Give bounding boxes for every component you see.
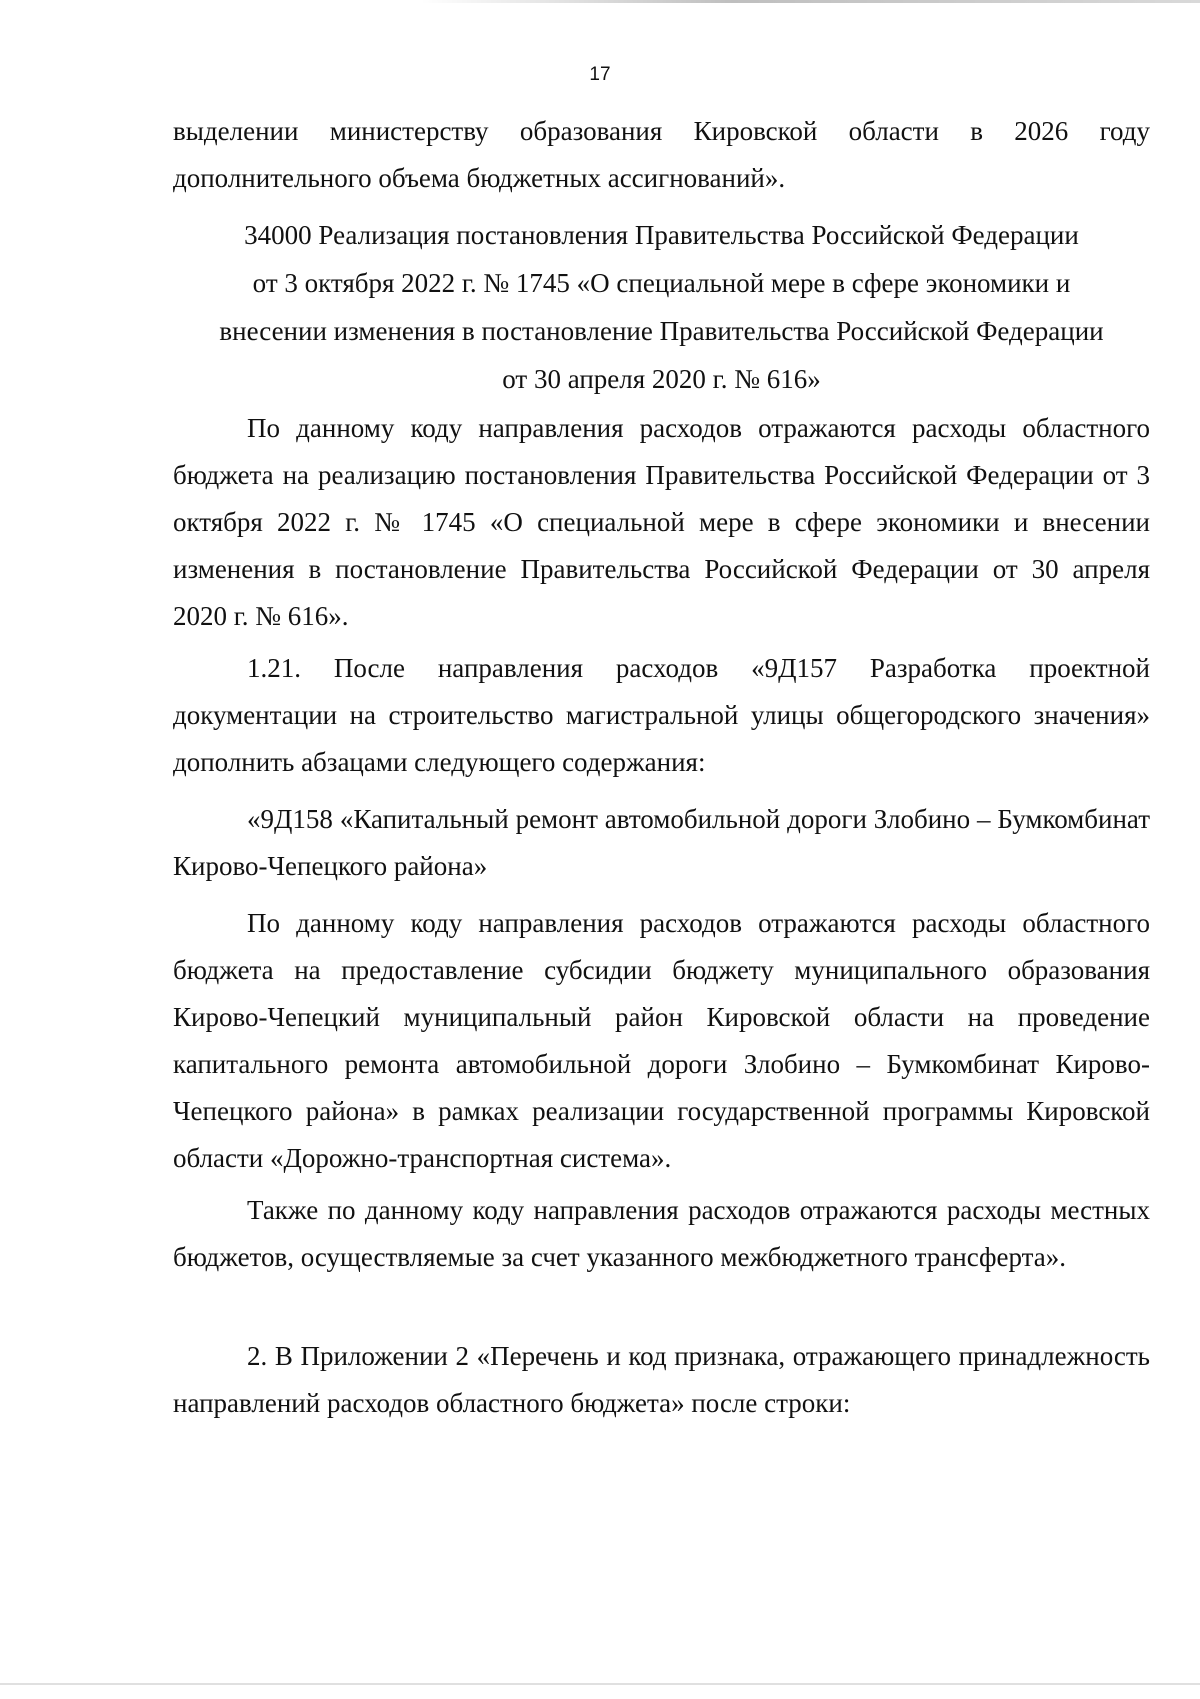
paragraph-appendix-2: 2. В Приложении 2 «Перечень и код признака, отражающего принадлежность направлений расходов областного бюджета» после строки: [173, 1341, 1150, 1418]
paragraph-1-21: 1.21. После направления расходов «9Д157 Разработка проектной документации на строительство магистральной улицы общегородского значения» дополнить абзацами следующего содержания: [173, 653, 1150, 777]
scan-edge-bottom [0, 1683, 1200, 1685]
scan-edge-top [420, 0, 1200, 3]
page-number: 17 [589, 64, 611, 85]
heading-line: внесении изменения в постановление Правительства Российской Федерации [219, 316, 1104, 346]
paragraph-34000-description: По данному коду направления расходов отражаются расходы областного бюджета на реализацию постановления Правительства Российской Федерации от 3 октября 2022 г. № 1745 «О специальной мере в сфере экономики и внесении изменения в постановление Правительства Российской Федерации от 30 апреля 2020 г. № 616». [173, 413, 1150, 631]
paragraph-local-budgets: Также по данному коду направления расходов отражаются расходы местных бюджетов, осуществляемые за счет указанного межбюджетного трансферта». [173, 1195, 1150, 1272]
paragraph-9d158-description: По данному коду направления расходов отражаются расходы областного бюджета на предоставление субсидии бюджету муниципального образования Кирово-Чепецкий муниципальный район Кировской области на проведение капитального ремонта автомобильной дороги Злобино – Бумкомбинат Кирово-Чепецкого района» в рамках реализации государственной программы Кировской области «Дорожно-транспортная система». [173, 908, 1150, 1173]
heading-line: от 3 октября 2022 г. № 1745 «О специальной мере в сфере экономики и [252, 268, 1071, 298]
paragraph-9d158-title: «9Д158 «Капитальный ремонт автомобильной дороги Злобино – Бумкомбинат Кирово-Чепецкого района» [173, 804, 1150, 881]
heading-line: от 30 апреля 2020 г. № 616» [502, 364, 821, 394]
heading-line: 34000 Реализация постановления Правительства Российской Федерации [244, 220, 1079, 250]
paragraph-continuation: выделении министерству образования Кировской области в 2026 году дополнительного объема бюджетных ассигнований». [173, 116, 1150, 193]
section-heading-34000 [173, 211, 1150, 403]
